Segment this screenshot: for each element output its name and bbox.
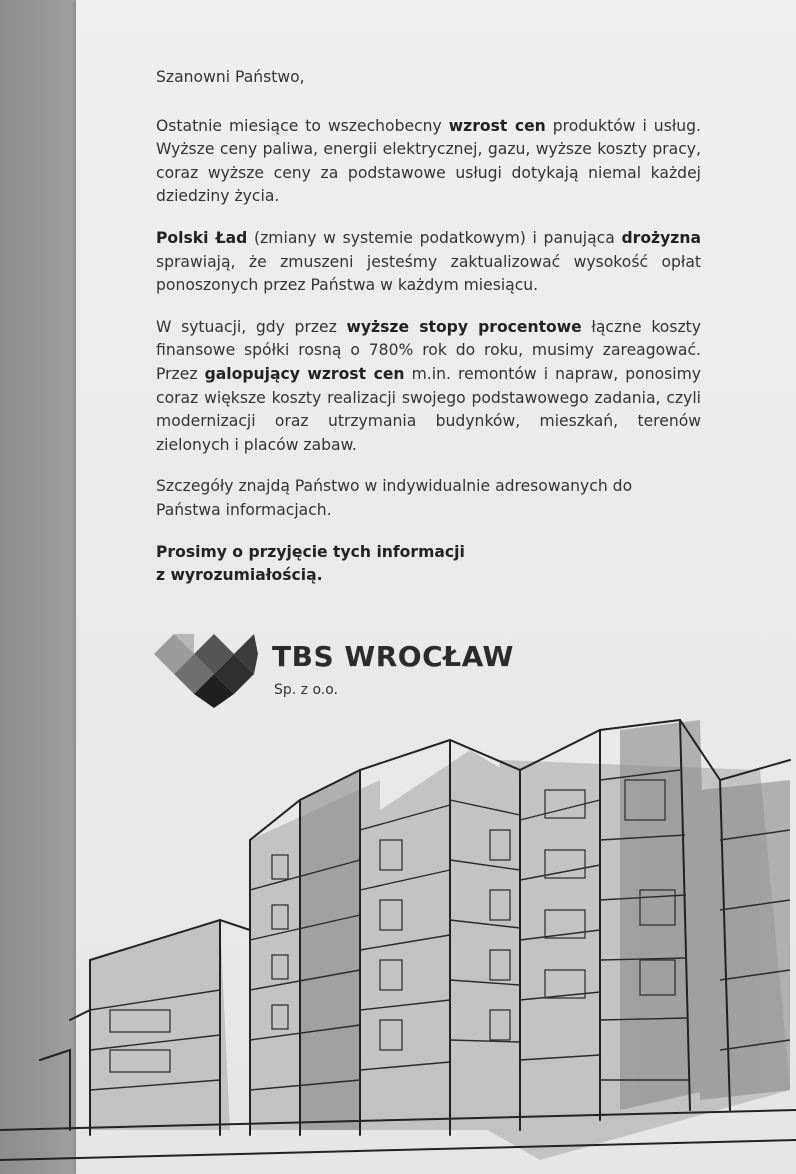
company-name: TBS WROCŁAW — [272, 640, 514, 673]
body-text: łączne koszty finansowe spółki rosną o 780% rok do roku, musimy zareagować. Przez — [156, 317, 701, 383]
emphasis-text: Polski Ład — [156, 228, 248, 247]
emphasis-text: drożyzna — [621, 228, 701, 247]
body-text: sprawiają, że zmuszeni jesteśmy zaktualizować wysokość opłat ponoszonych przez Państwa w każdym miesiącu. — [156, 252, 701, 295]
paragraph-1 — [156, 115, 701, 209]
emphasis-text: galopujący wzrost cen — [204, 364, 405, 383]
emphasis-text: wyższe stopy procentowe — [346, 317, 582, 336]
paragraph-3 — [156, 316, 701, 458]
company-suffix: Sp. z o.o. — [274, 682, 339, 698]
building-sketch-icon — [0, 690, 796, 1174]
body-text: (zmiany w systemie podatkowym) i panująca — [247, 228, 622, 247]
body-text: W sytuacji, gdy przez — [156, 317, 347, 336]
letter-body — [156, 66, 701, 606]
paragraph-2 — [156, 227, 701, 298]
closing-line-2: z wyrozumiałością. — [156, 566, 323, 585]
salutation: Szanowni Państwo, — [156, 68, 305, 86]
body-text: m.in. remontów i napraw, ponosimy coraz większe koszty realizacji swojego podstawowego zadania, czyli modernizacji oraz utrzymania budynków, mieszkań, terenów zielonych i placów zabaw. — [156, 364, 702, 454]
closing-line-1: Prosimy o przyjęcie tych informacji — [156, 542, 465, 561]
paragraph-4: Szczegóły znajdą Państwo w indywidualnie adresowanych do Państwa informacjach. — [156, 477, 633, 519]
body-text: Ostatnie miesiące to wszechobecny — [156, 116, 449, 135]
emphasis-text: wzrost cen — [448, 116, 546, 135]
closing — [156, 541, 701, 588]
body-text: produktów i usług. Wyższe ceny paliwa, energii elektrycznej, gazu, wyższe koszty pracy, coraz wyższe ceny za podstawowe usługi dotykają niemal każdej dziedziny życia. — [156, 116, 701, 206]
